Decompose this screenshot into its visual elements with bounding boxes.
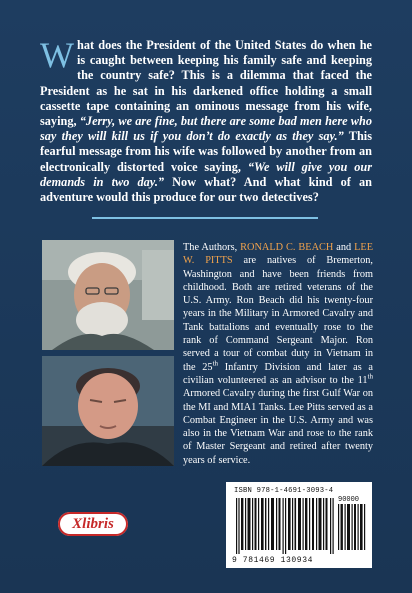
author-bio <box>183 241 373 467</box>
logo-text: Xlibris <box>72 515 114 532</box>
drop-cap: W <box>40 35 74 75</box>
blurb-quote-1: “Jerry, we are fine, but there are some bad men here who say they will kill us if you don’t do exactly as they say.” <box>40 114 372 144</box>
cover-blurb <box>40 35 373 205</box>
divider-line <box>92 217 318 219</box>
blurb-text-2: This fearful message from his wife was followed by another from an electronically distorted voice saying, <box>40 129 372 174</box>
addon-barcode-bars <box>338 504 366 550</box>
isbn-label: ISBN 978-1-4691-3093-4 <box>234 487 334 495</box>
isbn-barcode <box>226 482 372 568</box>
blurb-text-1: hat does the President of the United States do when he is caught between keeping his family safe and keeping the country safe? This is a dilemma that faced the President as he sat in his darkened office holding a small cassette tape containing an ominous message from his wife, saying, <box>40 38 372 129</box>
barcode-digits: 9 781469 130934 <box>232 556 314 565</box>
author-portrait-1 <box>42 240 174 350</box>
author-name-2: LEE W. PITTS <box>183 242 374 267</box>
price-addon-number: 90000 <box>338 496 360 504</box>
bio-text-5: Armored Cavalry during the first Gulf War on the MI and MIA1 Tanks. Lee Pitts served as a Combat Engineer in the U.S. Army and was also in the Vietnam War and rose to the rank of Master Sergeant and retired after twenty years of service. <box>183 388 373 466</box>
bio-text-2: and <box>333 242 355 253</box>
author-portrait-2 <box>42 356 174 466</box>
bio-text-4: Infantry Division and later as a civilian volunteered as an advisor to the 11 <box>183 361 374 386</box>
barcode-bars <box>236 498 334 554</box>
author-photo-ronald-beach <box>42 240 174 350</box>
author-photo-lee-pitts <box>42 356 174 466</box>
blurb-text-3: Now what? And what kind of an adventure would this produce for our two detectives? <box>40 174 373 205</box>
xlibris-logo <box>58 512 128 536</box>
ordinal-suffix-1: th <box>212 359 219 368</box>
author-name-1: RONALD C. BEACH <box>240 242 334 253</box>
bio-text-3: are natives of Bremerton, Washington and have been friends from childhood. Both are retired veterans of the U.S. Army. Ron Beach did his twenty-four years in the Military in Armored Cavalry and Tank battalions and eventually rose to the rank of Command Sergeant Major. Ron served a tour of combat duty in Vietnam in the 25 <box>183 255 374 373</box>
bio-text-1: The Authors, <box>183 242 241 253</box>
blurb-quote-2: “We will give you our demands in two day.” <box>40 159 372 189</box>
ordinal-suffix-2: th <box>367 372 373 381</box>
